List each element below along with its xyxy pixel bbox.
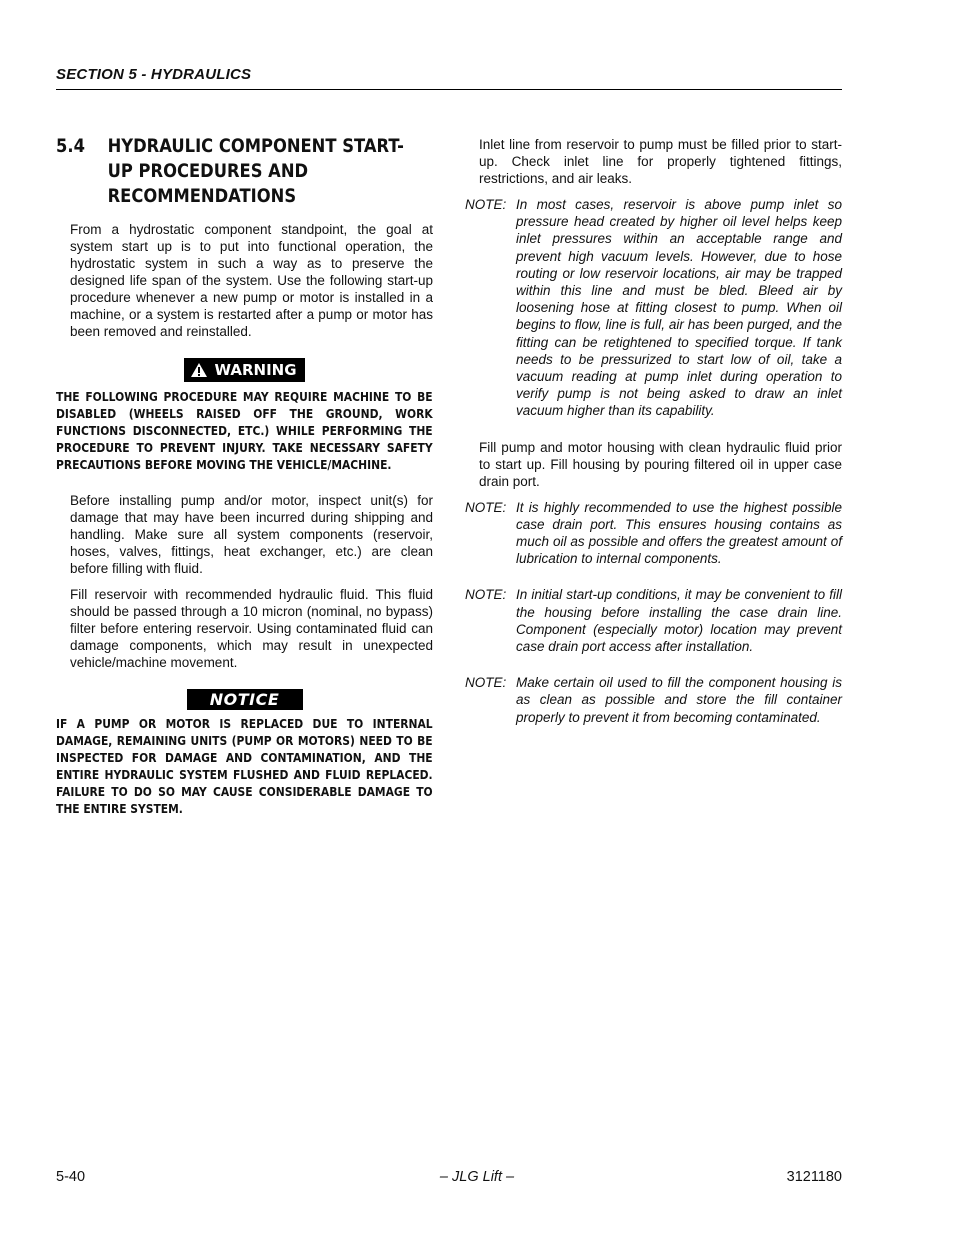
inspect-paragraph: Before installing pump and/or motor, inspect unit(s) for damage that may have been incurred during shipping and handling. Make sure all system components (reservoir, hoses, valves, fittings, heat exchanger, etc.) are clean before filling with fluid. bbox=[70, 493, 433, 576]
notice-text: IF A PUMP OR MOTOR IS REPLACED DUE TO INTERNAL DAMAGE, REMAINING UNITS (PUMP OR MOTORS) NEED TO BE INSPECTED FOR DAMAGE AND CONTAMINATION, AND THE ENTIRE HYDRAULIC SYSTEM FLUSHED AND FLUID REPLACED. FAILURE TO DO SO MAY CAUSE CONSIDERABLE DAMAGE TO THE ENTIRE SYSTEM. bbox=[56, 717, 433, 816]
notice-badge: NOTICE bbox=[187, 689, 303, 710]
section-header-title: SECTION 5 - HYDRAULICS bbox=[56, 66, 252, 83]
footer-center: – JLG Lift – bbox=[439, 1169, 515, 1185]
warning-triangle-icon bbox=[190, 362, 208, 378]
left-column bbox=[56, 134, 433, 828]
warning-badge bbox=[184, 358, 304, 382]
warning-label: WARNING bbox=[214, 361, 297, 379]
document-number: 3121180 bbox=[786, 1169, 842, 1185]
note-text: Make certain oil used to fill the component housing is as clean as possible and store the fill container properly to prevent it from becoming contaminated. bbox=[516, 675, 842, 725]
warning-text: THE FOLLOWING PROCEDURE MAY REQUIRE MACHINE TO BE DISABLED (WHEELS RAISED OFF THE GROUND, WORK FUNCTIONS DISCONNECTED, ETC.) WHILE PERFORMING THE PROCEDURE TO PREVENT INJURY. TAKE NECESSARY SAFETY PRECAUTIONS BEFORE MOVING THE VEHICLE/MACHINE. bbox=[56, 390, 433, 472]
note-label: NOTE: bbox=[465, 587, 507, 603]
note-case-drain bbox=[465, 499, 842, 568]
section-title: HYDRAULIC COMPONENT START-UP PROCEDURES AND RECOMMENDATIONS bbox=[107, 135, 404, 207]
note-text: In most cases, reservoir is above pump inlet so pressure head created by higher oil level helps keep inlet pressures within an acceptable range and prevent high vacuum levels. However, due to hose routing or low reservoir locations, air may be trapped within this line and must be bled. Bleed air by loosening hose at fitting closest to pump. When oil begins to flow, line is full, air has been purged, and the fitting can be retightened to specified torque. If tank needs to be pressurized to start low of oil, take a vacuum reading at pump inlet during operation to verify pump is not being asked to draw an inlet vacuum higher than its capability. bbox=[516, 197, 842, 419]
page-number: 5-40 bbox=[56, 1169, 86, 1185]
section-number: 5.4 bbox=[56, 135, 85, 157]
notice-badge-wrap bbox=[56, 689, 433, 710]
warning-badge-wrap bbox=[56, 358, 433, 383]
fill-reservoir-paragraph: Fill reservoir with recommended hydraulic fluid. This fluid should be passed through a 10 micron (nominal, no bypass) filter before entering reservoir. Using contaminated fluid can damage components, which may result in unexpected vehicle/machine movement. bbox=[70, 587, 433, 670]
note-text: It is highly recommended to use the highest possible case drain port. This ensures housing contains as much oil as possible and offers the greatest amount of lubrication to internal components. bbox=[516, 499, 842, 567]
header-rule bbox=[56, 89, 842, 90]
note-reservoir bbox=[465, 196, 842, 420]
section-heading bbox=[56, 134, 426, 209]
right-column bbox=[465, 136, 842, 735]
note-label: NOTE: bbox=[465, 499, 507, 515]
note-label: NOTE: bbox=[465, 197, 507, 212]
note-text: In initial start-up conditions, it may be convenient to fill the housing before installing the case drain line. Component (especially motor) location may prevent case drain port access after installation. bbox=[516, 587, 842, 655]
intro-paragraph: From a hydrostatic component standpoint, the goal at system start up is to put into functional operation, the hydrostatic system in such a way as to preserve the designed life span of the system. Use the following start-up procedure whenever a new pump or motor is installed in a machine, or a system is restarted after a pump or motor has been removed and reinstalled. bbox=[70, 222, 433, 339]
housing-paragraph: Fill pump and motor housing with clean hydraulic fluid prior to start up. Fill housing by pouring filtered oil in upper case drain port. bbox=[479, 439, 842, 489]
note-initial-startup bbox=[465, 586, 842, 655]
inlet-paragraph: Inlet line from reservoir to pump must be filled prior to start-up. Check inlet line for properly tightened fittings, restrictions, and air leaks. bbox=[479, 137, 842, 186]
note-clean-oil bbox=[465, 674, 842, 726]
note-label: NOTE: bbox=[465, 675, 507, 691]
